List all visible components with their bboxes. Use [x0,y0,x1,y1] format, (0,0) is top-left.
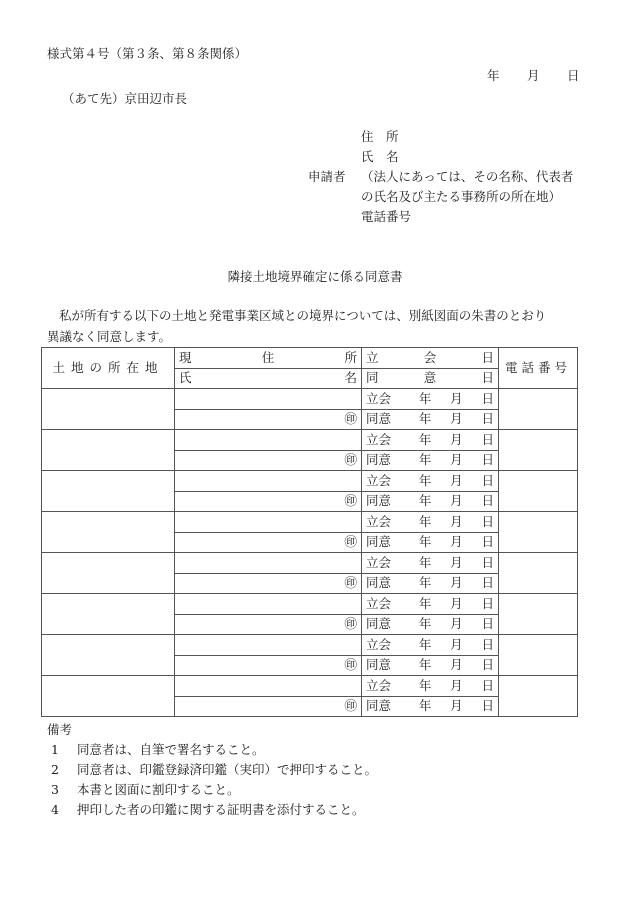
seal-mark-icon: ㊞ [344,616,357,631]
note-item [47,764,377,784]
witness-date-cell[interactable] [362,512,499,533]
consent-date-cell[interactable] [362,450,499,471]
witness-date-cell[interactable] [362,635,499,656]
name-cell[interactable] [175,450,362,471]
year-label: 年 [418,472,432,488]
phone-cell[interactable] [499,430,578,471]
address-cell[interactable] [175,553,362,574]
note-item [47,744,377,764]
month-label: 月 [450,636,463,652]
day-label: 日 [481,677,494,693]
header-address-char: 所 [344,349,357,365]
year-label: 年 [418,390,432,406]
day-label: 日 [481,390,494,406]
table-row [42,553,578,574]
day-label: 日 [481,657,494,672]
consent-table [41,347,578,717]
witness-label: 立会 [366,595,392,611]
applicant-corp-note-1: （法人にあっては、その名称、代表者 [361,169,574,184]
year-label: 年 [418,595,432,611]
day-label: 日 [481,472,494,488]
table-row [42,389,578,410]
applicant-corp-note-2: の氏名及び主たる事務所の所在地） [361,189,562,204]
table-row [42,676,578,697]
name-cell[interactable] [175,655,362,676]
consent-label: 同意 [366,493,392,508]
date-year: 年 [487,68,500,83]
land-location-cell[interactable] [42,594,175,635]
witness-label: 立会 [366,554,392,570]
applicant-address-label: 住 所 [361,129,399,144]
notes-title: 備考 [47,722,73,737]
note-text: 同意者は、自筆で署名すること。 [77,742,265,757]
note-number: 2 [51,762,59,777]
header-name-char: 氏 [179,370,192,385]
witness-date-cell[interactable] [362,471,499,492]
note-item [47,804,377,824]
address-cell[interactable] [175,594,362,615]
land-location-cell[interactable] [42,553,175,594]
consent-date-cell[interactable] [362,573,499,594]
header-address-char: 現 [179,349,192,365]
witness-label: 立会 [366,636,392,652]
witness-label: 立会 [366,390,392,406]
consent-label: 同意 [366,452,392,467]
table-row [42,430,578,451]
witness-label: 立会 [366,677,392,693]
year-label: 年 [418,677,432,693]
consent-date-cell[interactable] [362,491,499,512]
seal-mark-icon: ㊞ [344,452,357,467]
consent-date-cell[interactable] [362,532,499,553]
month-label: 月 [450,513,463,529]
applicant-name-label: 氏 名 [361,149,399,164]
note-text: 同意者は、印鑑登録済印鑑（実印）で押印すること。 [77,762,378,777]
phone-cell[interactable] [499,594,578,635]
consent-label: 同意 [366,698,392,713]
month-label: 月 [450,411,463,426]
note-text: 本書と図面に割印すること。 [77,782,240,797]
seal-mark-icon: ㊞ [344,534,357,549]
month-label: 月 [450,575,463,590]
header-witness-date [362,348,499,369]
day-label: 日 [481,554,494,570]
month-label: 月 [450,452,463,467]
land-location-cell[interactable] [42,676,175,717]
consent-label: 同意 [366,616,392,631]
consent-date-cell[interactable] [362,409,499,430]
month-label: 月 [450,677,463,693]
consent-date-cell[interactable] [362,614,499,635]
year-label: 年 [418,493,432,508]
month-label: 月 [450,657,463,672]
year-label: 年 [418,431,432,447]
day-label: 日 [481,493,494,508]
month-label: 月 [450,390,463,406]
note-number: 4 [51,802,59,817]
address-cell[interactable] [175,471,362,492]
phone-cell[interactable] [499,553,578,594]
note-text: 押印した者の印鑑に関する証明書を添付すること。 [77,802,365,817]
header-witness-char: 会 [423,349,437,365]
date-day: 日 [567,68,580,83]
header-land-location: 土地の所在地 [42,348,175,389]
day-label: 日 [481,616,494,631]
address-cell[interactable] [175,635,362,656]
name-cell[interactable] [175,614,362,635]
month-label: 月 [450,595,463,611]
witness-label: 立会 [366,431,392,447]
month-label: 月 [450,431,463,447]
header-witness-char: 日 [481,349,494,365]
year-label: 年 [418,616,432,631]
table-row [42,512,578,533]
year-label: 年 [418,452,432,467]
table-row [42,471,578,492]
year-label: 年 [418,575,432,590]
body-text-line-2: 異議なく同意します。 [47,329,172,344]
body-text-line-1: 私が所有する以下の土地と発電事業区域との境界については、別紙図面の朱書のとおり [59,308,547,323]
phone-cell[interactable] [499,676,578,717]
header-consent-char: 同 [366,370,379,385]
year-label: 年 [418,411,432,426]
land-location-cell[interactable] [42,512,175,553]
header-address-char: 住 [261,349,275,365]
name-cell[interactable] [175,532,362,553]
note-item [47,784,377,804]
document-title: 隣接土地境界確定に係る同意書 [227,269,403,284]
day-label: 日 [481,595,494,611]
month-label: 月 [450,534,463,549]
address-cell[interactable] [175,676,362,697]
applicant-label: 申請者 [308,169,346,184]
addressee: （あて先）京田辺市長 [62,91,188,106]
header-name-char: 名 [344,370,357,385]
seal-mark-icon: ㊞ [344,657,357,672]
day-label: 日 [481,575,494,590]
phone-cell[interactable] [499,635,578,676]
header-consent-char: 日 [481,370,494,385]
year-label: 年 [418,554,432,570]
header-phone: 電話番号 [499,348,578,389]
header-consent-date [362,368,499,389]
month-label: 月 [450,472,463,488]
name-cell[interactable] [175,573,362,594]
month-label: 月 [450,493,463,508]
address-cell[interactable] [175,389,362,410]
witness-date-cell[interactable] [362,553,499,574]
land-location-cell[interactable] [42,430,175,471]
witness-label: 立会 [366,472,392,488]
note-number: 1 [51,742,59,757]
witness-date-cell[interactable] [362,430,499,451]
table-row [42,635,578,656]
witness-date-cell[interactable] [362,389,499,410]
header-row-1 [42,348,578,369]
form-number: 様式第４号（第３条、第８条関係） [47,46,248,61]
day-label: 日 [481,452,494,467]
phone-cell[interactable] [499,389,578,430]
land-location-cell[interactable] [42,635,175,676]
name-cell[interactable] [175,491,362,512]
consent-label: 同意 [366,575,392,590]
name-cell[interactable] [175,696,362,717]
consent-label: 同意 [366,657,392,672]
day-label: 日 [481,534,494,549]
land-location-cell[interactable] [42,471,175,512]
day-label: 日 [481,513,494,529]
day-label: 日 [481,636,494,652]
applicant-phone-label: 電話番号 [361,209,412,224]
year-label: 年 [418,534,432,549]
date-month: 月 [527,68,540,83]
month-label: 月 [450,616,463,631]
name-cell[interactable] [175,409,362,430]
phone-cell[interactable] [499,471,578,512]
witness-label: 立会 [366,513,392,529]
address-cell[interactable] [175,512,362,533]
year-label: 年 [418,513,432,529]
note-number: 3 [51,782,59,797]
consent-date-cell[interactable] [362,696,499,717]
header-consent-char: 意 [423,370,437,385]
land-location-cell[interactable] [42,389,175,430]
year-label: 年 [418,698,432,713]
seal-mark-icon: ㊞ [344,411,357,426]
day-label: 日 [481,431,494,447]
consent-date-cell[interactable] [362,655,499,676]
seal-mark-icon: ㊞ [344,698,357,713]
witness-date-cell[interactable] [362,676,499,697]
year-label: 年 [418,636,432,652]
day-label: 日 [481,698,494,713]
witness-date-cell[interactable] [362,594,499,615]
address-cell[interactable] [175,430,362,451]
header-address [175,348,362,369]
day-label: 日 [481,411,494,426]
year-label: 年 [418,657,432,672]
table-row [42,594,578,615]
notes-list [47,744,377,824]
seal-mark-icon: ㊞ [344,493,357,508]
header-name [175,368,362,389]
phone-cell[interactable] [499,512,578,553]
consent-label: 同意 [366,411,392,426]
month-label: 月 [450,698,463,713]
month-label: 月 [450,554,463,570]
header-witness-char: 立 [366,349,379,365]
consent-label: 同意 [366,534,392,549]
seal-mark-icon: ㊞ [344,575,357,590]
